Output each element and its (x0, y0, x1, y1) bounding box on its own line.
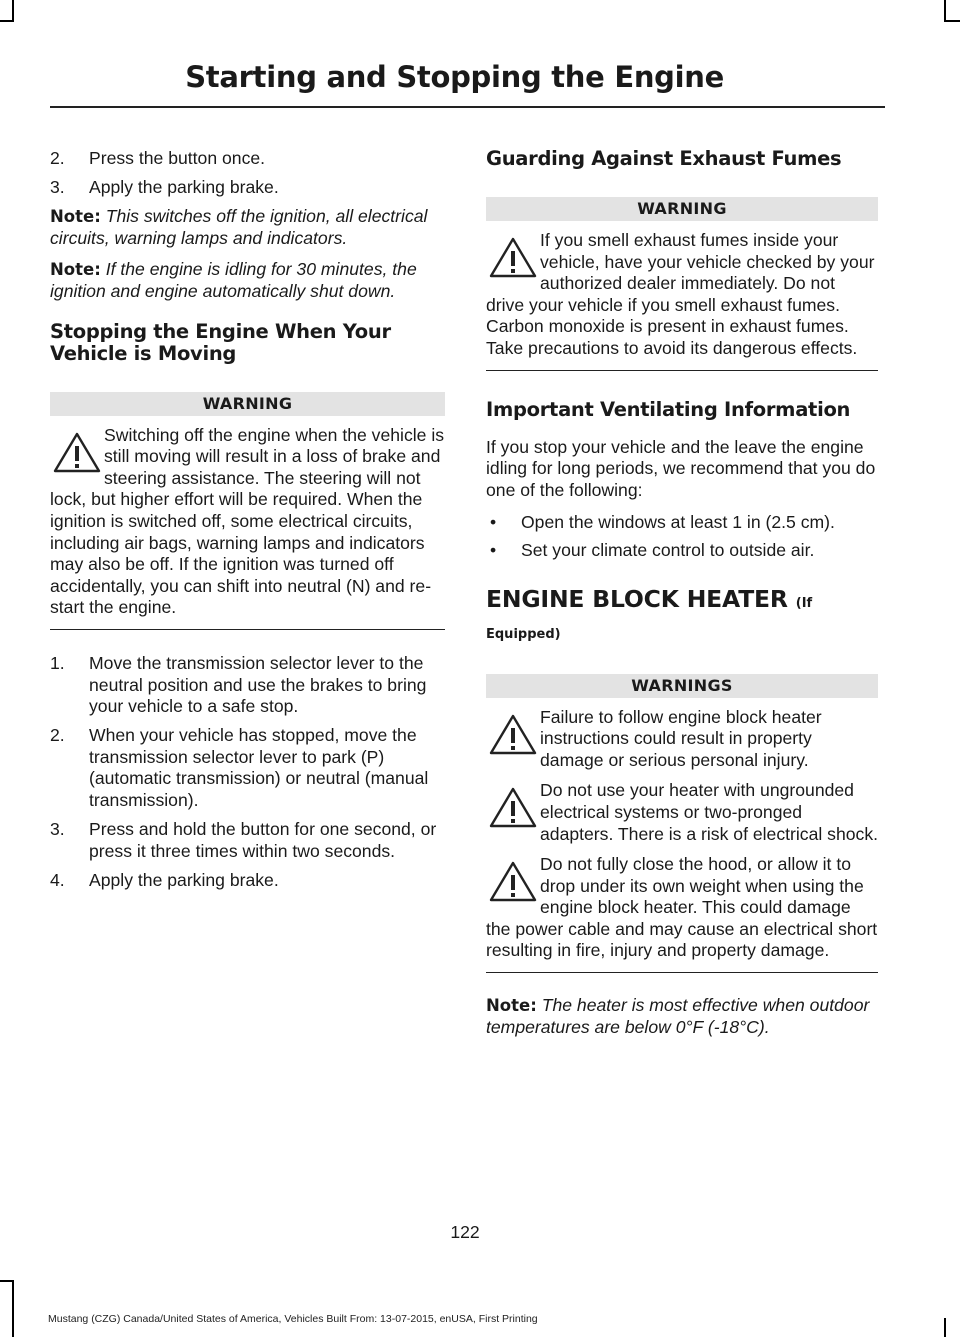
warning-text: Switching off the engine when the vehicle is still moving will result in a loss of brake and steering assistance. The steering will not lock, but higher effort will be required. When the ignition is switched off, some electrical circuits, including air bags, warning lamps and indicators may also be off. If the ignition was turned off accidentally, you can shift into neutral (N) and re-start the engine. (50, 424, 445, 618)
warning-text: Do not fully close the hood, or allow it to drop under its own weight when using the engine block heater. This could damage the power cable and may cause an electrical short resulting in fire, injury and property damage. (486, 854, 878, 961)
warning-text: Do not use your heater with ungrounded electrical systems or two-pronged adapters. There is a risk of electrical shock. (540, 780, 879, 844)
bullet-text: Open the windows at least 1 in (2.5 cm). (521, 512, 835, 533)
list-item (50, 819, 445, 862)
note-text: If the engine is idling for 30 minutes, the ignition and engine automatically shut down. (50, 259, 417, 301)
crop-mark (0, 1280, 14, 1282)
warning-item (486, 780, 878, 845)
crop-mark (944, 1318, 946, 1337)
steps-list-top (50, 148, 445, 199)
crop-mark (944, 0, 946, 20)
warning-triangle-icon (486, 236, 540, 280)
note-text: This switches off the ignition, all electrical circuits, warning lamps and indicators. (50, 206, 428, 248)
crop-mark (0, 20, 14, 22)
warning-triangle-icon (486, 860, 540, 904)
paragraph: If you stop your vehicle and the leave the engine idling for long periods, we recommend that you do one of the following: (486, 436, 876, 500)
page-title: Starting and Stopping the Engine (185, 60, 724, 94)
warning-item (486, 707, 878, 772)
step-number: 3. (50, 819, 65, 840)
bullet-text: Set your climate control to outside air. (521, 539, 815, 560)
list-item (50, 148, 445, 170)
list-item (50, 870, 445, 892)
bullet-list (486, 512, 878, 561)
step-number: 3. (50, 177, 65, 198)
footer-text: Mustang (CZG) Canada/United States of America, Vehicles Built From: 13-07-2015, enUSA, First Printing (48, 1313, 538, 1325)
list-item (50, 653, 445, 718)
steps-list (50, 653, 445, 891)
warnings-block (486, 674, 878, 974)
step-text: When your vehicle has stopped, move the transmission selector lever to park (P) (automatic transmission) or neutral (manual transmission). (89, 725, 429, 810)
right-column (486, 148, 878, 1048)
note-text: The heater is most effective when outdoor temperatures are below 0°F (-18°C). (486, 995, 870, 1037)
warning-triangle-icon (486, 786, 540, 830)
warning-item (486, 854, 878, 962)
section-title (486, 586, 878, 648)
list-item (486, 540, 878, 562)
step-number: 2. (50, 725, 65, 746)
crop-mark (944, 20, 960, 22)
step-number: 2. (50, 148, 65, 168)
step-text: Apply the parking brake. (89, 869, 279, 890)
note-label: Note: (50, 207, 101, 227)
note-label: Note: (50, 260, 101, 280)
page-number: 122 (450, 1222, 480, 1242)
step-number: 1. (50, 652, 65, 673)
step-text: Apply the parking brake. (89, 177, 279, 198)
warning-label: WARNING (486, 197, 878, 221)
section-title-text: ENGINE BLOCK HEATER (486, 584, 788, 613)
list-item (50, 725, 445, 811)
bullet: • (490, 512, 497, 533)
step-text: Press the button once. (89, 148, 266, 168)
warning-label: WARNING (50, 392, 445, 416)
warning-text: Failure to follow engine block heater instructions could result in property damage or serious personal injury. (540, 706, 822, 770)
warning-item (50, 425, 445, 619)
note (486, 995, 878, 1038)
section-heading: Guarding Against Exhaust Fumes (486, 147, 842, 170)
left-column (50, 148, 445, 899)
warning-block (50, 392, 445, 630)
bullet: • (490, 539, 497, 560)
warning-item (486, 230, 878, 360)
step-text: Move the transmission selector lever to the neutral position and use the brakes to bring your vehicle to a safe stop. (89, 652, 427, 717)
note (50, 259, 445, 302)
warning-block (486, 197, 878, 371)
crop-mark (12, 0, 14, 20)
section-heading: Important Ventilating Information (486, 397, 851, 421)
warnings-label: WARNINGS (486, 674, 878, 698)
warning-triangle-icon (486, 713, 540, 757)
section-heading: Stopping the Engine When Your Vehicle is Moving (50, 319, 391, 365)
note-label: Note: (486, 996, 537, 1016)
section-title-suffix: (If Equipped) (486, 595, 813, 642)
header-divider (50, 106, 885, 108)
crop-mark (12, 1280, 14, 1337)
warning-triangle-icon (50, 431, 104, 475)
note (50, 206, 445, 249)
list-item (50, 177, 445, 199)
step-number: 4. (50, 869, 65, 890)
warning-text: If you smell exhaust fumes inside your vehicle, have your vehicle checked by your authorized dealer immediately. Do not drive your vehicle if you smell exhaust fumes. Carbon monoxide is present in exhaust fumes. Take precautions to avoid its dangerous effects. (486, 230, 875, 358)
step-text: Press and hold the button for one second, or press it three times within two seconds. (89, 819, 437, 861)
list-item (486, 512, 878, 534)
